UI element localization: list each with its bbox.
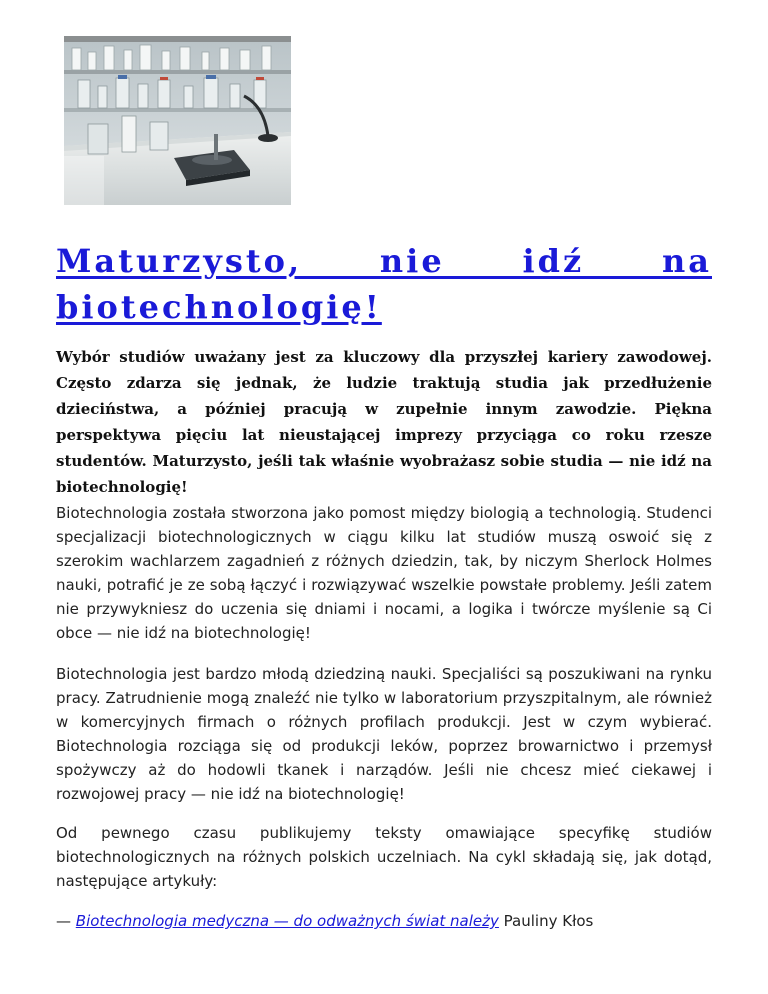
list-item-link[interactable]: Biotechnologia medyczna — do odważnych świat należy [75,912,499,930]
hero-image [64,36,291,205]
list-item-author: Pauliny Kłos [498,912,594,930]
article-title [56,238,712,330]
article-title-link[interactable]: Maturzysto, nie idź na biotechnologię! [56,242,712,326]
laboratory-bench-photo-icon [64,36,291,205]
list-item [56,909,712,933]
paragraph-1: Biotechnologia została stworzona jako pomost między biologią a technologią. Studenci specjalizacji biotechnologicznych w ciągu kilku lat studiów muszą oswoić się z szerokim wachlarzem zagadnień z różnych dziedzin, tak, by niczym Sherlock Holmes nauki, potrafić je ze sobą łączyć i rozwiązywać wszelkie powstałe problemy. Jeśli zatem nie przywykniesz do uczenia się dniami i nocami, a logika i twórcze myślenie są Ci obce — nie idź na biotechnologię! [56,504,712,642]
article-lead: Wybór studiów uważany jest za kluczowy dla przyszłej kariery zawodowej. Często zdarza się jednak, że ludzie traktują studia jak przedłużenie dzieciństwa, a później pracują w zupełnie innym zawodzie. Piękna perspektywa pięciu lat nieustającej imprezy przyciąga co roku rzesze studentów. Maturzysto, jeśli tak właśnie wyobrażasz sobie studia — nie idź na biotechnologię! [56,348,712,496]
paragraph-2: Biotechnologia jest bardzo młodą dziedziną nauki. Specjaliści są poszukiwani na rynku pracy. Zatrudnienie mogą znaleźć nie tylko w laboratorium przyszpitalnym, ale również w komercyjnych firmach o różnych profilach produkcji. Jest w czym wybierać. Biotechnologia rozciąga się od produkcji leków, poprzez browarnictwo i przemysł spożywczy aż do hodowli tkanek i narządów. Jeśli nie chcesz mieć ciekawej i rozwojowej pracy — nie idź na biotechnologię! [56,665,712,803]
paragraph-3: Od pewnego czasu publikujemy teksty omawiające specyfikę studiów biotechnologicznych na różnych polskich uczelniach. Na cykl składają się, jak dotąd, następujące artykuły: [56,824,712,890]
list-item-dash: — [56,912,76,930]
